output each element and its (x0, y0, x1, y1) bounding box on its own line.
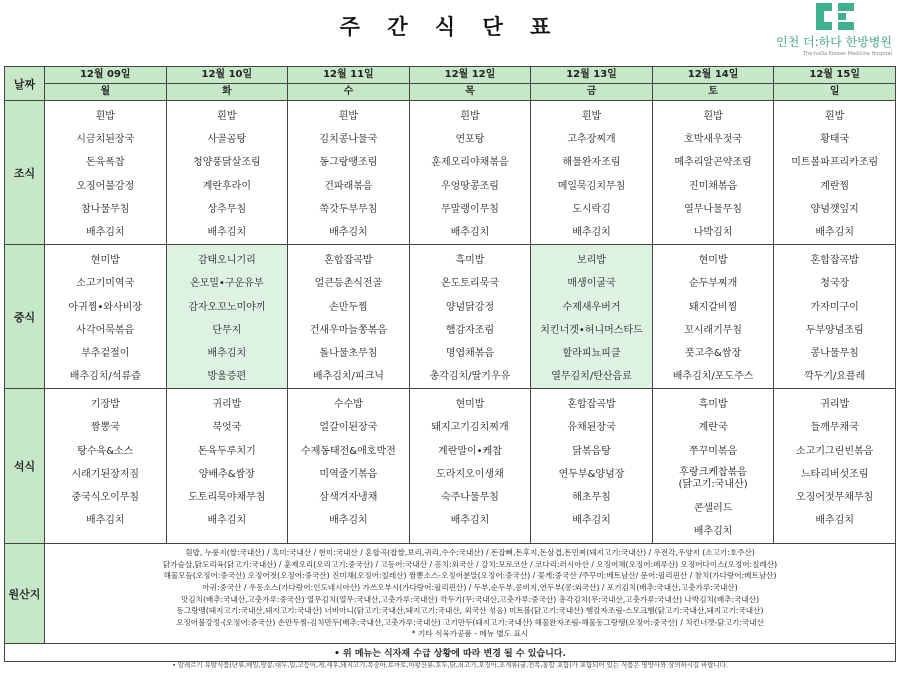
menu-item: 후랑크케찹볶음 (닭고기:국내산) (678, 466, 748, 491)
origin-line: 오징어불강정-(오징어:중국산) 손만두찜-김치만두(배추:국내산,고춧가루:국내산) 고기만두(돼지고기:국내산) 해물완자조림-해물동그랑땡(오징어:중국산) / 치킨너겟-닭고기:국내산 (176, 617, 764, 627)
menu-cell (409, 101, 531, 245)
origin-line: 해물모듬(오징어:중국산) 오징어젓(오징어:중국산) 진미채(오징어:칠레산) 짬뽕소스-오징어분말(오징어:중국산) / 꽃게:중국산 /주꾸미:베트남산/ 문어:필리핀산 / 참치(가다랑어:베트남산) (163, 571, 777, 581)
menu-item: 배추김치 (85, 515, 125, 527)
menu-item: 오징어젓무채무침 (796, 492, 874, 503)
origin-line: 맛김치(배추:국내산,고춧가루:중국산) 열무김치(열무:국내산,고춧가루:국내산) 깍두기(무:국내산,고춧가루:중국산) 총각김치(무:국내산,고춧가루:국내산) 나박김치(배추:국내산) (180, 594, 760, 604)
weekday-cell: 금 (531, 84, 653, 101)
meal-label: 조식 (5, 101, 45, 245)
menu-item: 수제동태전&애호박전 (301, 445, 396, 457)
menu-item: 진미채볶음 (688, 180, 738, 192)
origin-line: 동그랑땡(돼지고기:국내산,돼지고기:국내산) 너비아니(닭고기:국내산,돼지고기:국내산, 외국산 섞음) 미트볼(닭고기:국내산) 햄감자조림-스모크햄(닭고기:국내산,돼지고기:국내산) (176, 606, 764, 616)
menu-item: 느타리버섯조림 (800, 468, 869, 480)
menu-item: 중국식오이무침 (71, 492, 140, 503)
menu-item: 연포탕 (455, 134, 485, 146)
menu-item: 흰밥 (95, 111, 115, 122)
menu-item: 돼지고기김치찌개 (431, 422, 509, 434)
meal-row (5, 245, 896, 389)
menu-item: 콩나물무침 (810, 347, 859, 359)
menu-item: 얼큰등촌식전골 (314, 278, 383, 290)
menu-item: 돌나물초무침 (319, 347, 378, 359)
weekday-cell: 화 (166, 84, 288, 101)
menu-item: 두부양념조림 (805, 324, 864, 336)
hospital-logo-icon (816, 3, 854, 30)
date-cell: 12월 15일 (774, 67, 896, 84)
menu-item: 연두부&양념장 (558, 468, 625, 480)
date-cell: 12월 09일 (45, 67, 167, 84)
menu-item: 수수밥 (333, 399, 363, 411)
menu-item: 쑥갓두부무침 (319, 203, 378, 215)
page-header (0, 0, 900, 62)
menu-item: 매생이굴국 (567, 278, 616, 290)
menu-item: 황태국 (820, 134, 850, 146)
menu-item: 가자미구이 (810, 301, 859, 313)
menu-item: 배추김치 (207, 226, 247, 238)
menu-item: 배추김치 (693, 526, 733, 537)
menu-item: 온도토리묵국 (440, 278, 499, 290)
menu-item: 단무지 (212, 324, 242, 336)
menu-item: 무말랭이무침 (440, 203, 499, 215)
menu-item: 흰밥 (217, 111, 237, 122)
menu-item: 북엇국 (212, 422, 242, 434)
page-title: 주 간 식 단 표 (339, 15, 561, 39)
menu-item: 배추김치 (207, 515, 247, 527)
menu-item: 배추김치 (329, 515, 368, 527)
weekday-cell: 수 (288, 84, 410, 101)
date-cell: 12월 10일 (166, 67, 288, 84)
menu-cell (288, 389, 410, 544)
menu-item: 할라피뇨피클 (562, 347, 621, 359)
menu-cell (774, 389, 896, 544)
date-header-label: 날짜 (5, 67, 45, 101)
menu-item: 짬뽕국 (90, 422, 120, 434)
menu-item: 호박새우젓국 (684, 134, 743, 146)
origin-row (5, 544, 896, 644)
menu-cell (288, 245, 410, 389)
menu-item: 건새우마늘쫑볶음 (309, 324, 388, 336)
menu-item: 쭈꾸미볶음 (688, 445, 738, 457)
menu-item: 소고기미역국 (76, 278, 135, 290)
menu-item: 감태오니기리 (197, 255, 256, 267)
weekday-cell: 일 (774, 84, 896, 101)
menu-item: 들깨무채국 (810, 422, 859, 434)
menu-item: 수제새우버거 (562, 301, 621, 313)
weekday-cell: 월 (45, 84, 167, 101)
menu-cell (774, 245, 896, 389)
menu-item: 계란말이•케찹 (438, 445, 502, 457)
weekday-row (5, 84, 896, 101)
menu-cell (652, 245, 774, 389)
menu-item: 배추김치 (207, 347, 247, 359)
menu-cell (288, 101, 410, 245)
menu-item: 양배추&쌈장 (198, 468, 255, 480)
menu-cell (45, 389, 167, 544)
menu-cell (531, 245, 653, 389)
menu-item: 혼합잡곡밥 (324, 255, 373, 267)
menu-item: 햄감자조림 (445, 324, 495, 336)
menu-item: 나박김치 (693, 226, 733, 238)
menu-item: 부추겉절이 (81, 347, 130, 359)
hospital-name: 인천 더:하다 한방병원 (775, 35, 892, 49)
menu-item: 사골곰탕 (207, 134, 247, 146)
menu-item: 미역줄기볶음 (319, 468, 378, 480)
menu-item: 손만두찜 (329, 301, 368, 313)
origin-label: 원산지 (5, 544, 45, 644)
meal-row (5, 101, 896, 245)
menu-item: 숙주나물무침 (440, 492, 499, 503)
menu-item: 혼합잡곡밥 (567, 399, 616, 411)
menu-item: 열무나물무침 (684, 203, 743, 215)
menu-item: 배추김치 (85, 226, 125, 238)
menu-item: 열무김치/탄산음료 (551, 371, 632, 383)
menu-item: 소고기그린빈볶음 (796, 445, 874, 457)
menu-item: 김치콩나물국 (319, 134, 378, 146)
menu-item: 유채된장국 (567, 422, 616, 434)
date-cell: 12월 14일 (652, 67, 774, 84)
date-cell: 12월 12일 (409, 67, 531, 84)
menu-cell (774, 101, 896, 245)
menu-item: 배추김치 (450, 515, 490, 527)
menu-item: 사각어묵볶음 (76, 324, 135, 336)
notice-row (5, 643, 896, 661)
menu-item: 돼지갈비찜 (688, 301, 738, 313)
menu-item: 동그랑땡조림 (319, 157, 378, 169)
menu-cell (409, 389, 531, 544)
weekday-cell: 토 (652, 84, 774, 101)
menu-item: 얼갈이된장국 (319, 422, 378, 434)
date-row (5, 67, 896, 84)
menu-item: 깍두기/요플레 (804, 371, 866, 383)
menu-item: 배추김치 (572, 226, 611, 238)
date-cell: 12월 13일 (531, 67, 653, 84)
menu-cell (531, 389, 653, 544)
menu-item: 현미밥 (698, 255, 728, 267)
menu-item: 아귀찜•와사비장 (68, 301, 143, 313)
menu-item: 시래기된장지짐 (71, 468, 140, 480)
menu-item: 배추김치/포도주스 (672, 371, 754, 383)
menu-item: 오징어불강정 (76, 180, 135, 192)
menu-cell (531, 101, 653, 245)
menu-item: 양념깻잎지 (810, 203, 859, 215)
menu-item: 도시락김 (572, 203, 611, 215)
menu-item: 삼색겨자냉채 (319, 492, 378, 503)
menu-item: 흰밥 (703, 111, 723, 122)
menu-item: 꼬시래기무침 (684, 324, 743, 336)
menu-item: 배추김치 (450, 226, 490, 238)
menu-item: 흰밥 (338, 111, 359, 122)
menu-item: 도라지오이생채 (436, 468, 504, 480)
menu-item: 감자오꼬노미야끼 (188, 301, 266, 313)
origin-line: 닭가슴살,닭도리육(닭고기:국내산) / 훈제오리(오리고기:중국산) / 고등어:국내산 / 꽁치:외국산 / 갈치:모로코산 / 코다리:러시아산 / 오징어채(오징어:페루산) 오징어다이스(오징어:칠레산) (162, 559, 778, 569)
menu-item: 고추장찌개 (567, 134, 616, 146)
meal-row (5, 389, 896, 544)
menu-item: 콘샐러드 (693, 502, 733, 514)
date-cell: 12월 11일 (288, 67, 410, 84)
hospital-subtitle: The:haDa Korean Medicine Hospital (803, 51, 892, 57)
menu-item: 흑미밥 (455, 255, 485, 267)
menu-cell (652, 101, 774, 245)
menu-item: 미트볼파프리카조림 (791, 157, 879, 169)
menu-item: 배추김치 (815, 226, 854, 238)
menu-item: 치킨너겟•허니머스타드 (540, 324, 643, 336)
menu-item: 메추리알곤약조림 (674, 157, 752, 169)
menu-item: 닭볶음탕 (572, 445, 611, 457)
menu-item: 메일묵김치무침 (557, 180, 626, 192)
origin-line: 아귀:중국산 / 우동소스(가다랑어:인도네시아산) 가쓰오부시(가다랑어:필리핀산) / 두부,순두부,콩비지,연두부(콩:외국산) / 포기김치(배추:국내산,고춧가루:국내산) (202, 582, 738, 592)
menu-item: 흰밥 (460, 111, 480, 122)
allergy-footnote: • 알레르기 유발식품(난류,메밀,땅콩,대두,밀,고등어,게,새우,돼지고기,복숭아,토마토,아황산류,호두,닭,쇠고기,오징어,조개류(굴,전복,홍합 포함)가 포함되어 있는 식품은 영양사와 상의하시길 바랍니다. (172, 661, 728, 669)
notice-text: • 위 메뉴는 식자재 수급 상황에 따라 변경 될 수 있습니다. (5, 643, 896, 661)
menu-item: 방울증편 (207, 371, 247, 383)
weekday-cell: 목 (409, 84, 531, 101)
menu-cell (652, 389, 774, 544)
weekly-menu-table (4, 66, 896, 662)
menu-item: 귀리밥 (212, 399, 242, 411)
menu-cell (166, 389, 288, 544)
menu-item: 풋고추&쌈장 (685, 347, 742, 359)
menu-item: 해물완자조림 (562, 157, 621, 169)
menu-item: 참나물무침 (81, 203, 130, 215)
menu-cell (166, 245, 288, 389)
menu-item: 순두부찌개 (688, 278, 738, 290)
origin-info (45, 544, 896, 644)
meal-label: 중식 (5, 245, 45, 389)
menu-item: 계란찜 (820, 180, 850, 192)
menu-item: 청국장 (820, 278, 850, 290)
menu-item: 양념닭강정 (445, 301, 495, 313)
menu-item: 총각김치/딸기우유 (429, 371, 511, 383)
menu-item: 배추김치 (572, 515, 611, 527)
menu-item: 상추무침 (207, 203, 247, 215)
menu-cell (409, 245, 531, 389)
menu-item: 건파래볶음 (324, 180, 373, 192)
menu-item: 돈육두루치기 (197, 445, 256, 457)
origin-line: 흰밥, 누룽지(쌀:국내산) / 흑미:국내산 / 현미:국내산 / 혼합곡(찹쌀,보리,귀리,수수:국내산) / 돈잡뼈,돈후지,돈삼겹,돈민찌(돼지고기:국내산) / 우전각,우양지 (소고기:호주산) (185, 548, 755, 558)
menu-item: 배추김치 (815, 515, 854, 527)
menu-item: 흰밥 (825, 111, 845, 122)
menu-item: 현미밥 (455, 399, 485, 411)
origin-line: * 기타 식육가공품 - 메뉴 별도 표시 (411, 629, 529, 639)
menu-cell (45, 101, 167, 245)
menu-item: 흰밥 (581, 111, 602, 122)
menu-item: 계란후라이 (202, 180, 251, 192)
menu-item: 흑미밥 (698, 399, 728, 411)
menu-item: 시금치된장국 (76, 134, 135, 146)
menu-item: 혼합잡곡밥 (810, 255, 859, 267)
menu-item: 계란국 (698, 422, 728, 434)
menu-item: 배추김치/피크닉 (312, 371, 384, 383)
meal-label: 석식 (5, 389, 45, 544)
menu-item: 온모밀•구운유부 (190, 278, 264, 290)
menu-item: 배추김치 (329, 226, 368, 238)
menu-item: 현미밥 (90, 255, 120, 267)
menu-item: 도토리묵야채무침 (188, 492, 266, 503)
menu-item: 기장밥 (90, 399, 120, 411)
menu-item: 명엽채볶음 (445, 347, 495, 359)
menu-cell (166, 101, 288, 245)
menu-item: 탕수육&소스 (77, 445, 134, 457)
menu-item: 우엉땅콩조림 (440, 180, 499, 192)
menu-item: 청양풍닭살조림 (193, 157, 261, 169)
menu-item: 귀리밥 (820, 399, 850, 411)
menu-item: 해초무침 (572, 492, 611, 503)
menu-item: 돈육폭찹 (85, 157, 125, 169)
menu-item: 배추김치/석류즙 (69, 371, 141, 383)
menu-item: 훈제오리야채볶음 (431, 157, 509, 169)
menu-item: 보리밥 (577, 255, 607, 267)
menu-cell (45, 245, 167, 389)
